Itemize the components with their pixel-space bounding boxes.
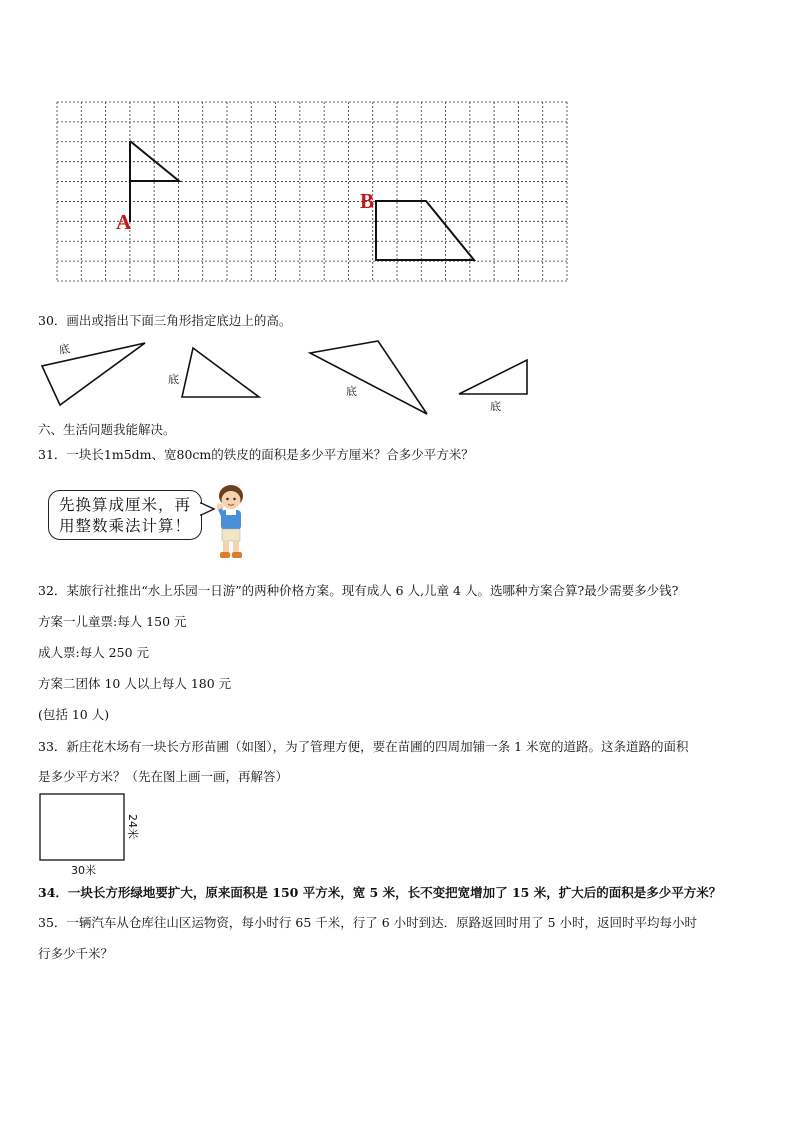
grid-figure — [0, 0, 794, 300]
nursery-rectangle-figure — [0, 790, 794, 880]
trapezoid-shape — [376, 201, 474, 260]
question-31: 31．一块长1m5dm、宽80cm的铁皮的面积是多少平方厘米？合多少平方米？ — [38, 447, 474, 462]
triangle-3-base-label: 底 — [346, 385, 357, 398]
hint-bubble — [48, 490, 202, 540]
triangle-4-base-label: 底 — [490, 400, 501, 413]
dotted-grid — [57, 102, 567, 281]
question-34: 34．一块长方形绿地要扩大，原来面积是 150 平方米，宽 5 米，长不变把宽增加了 15 米，扩大后的面积是多少平方米？ — [38, 885, 722, 900]
triangles-figure — [0, 335, 794, 420]
boy-illustration — [208, 483, 252, 565]
question-35-line-2: 行多少千米？ — [38, 946, 114, 961]
label-a: A — [116, 210, 132, 234]
triangle-2-base-label: 底 — [168, 373, 179, 386]
question-32: 32．某旅行社推出“水上乐园一日游”的两种价格方案。现有成人 6 人,儿童 4 人。选哪种方案合算?最少需要多少钱? — [38, 583, 679, 598]
triangle-4 — [459, 360, 527, 394]
triangle-3 — [310, 341, 427, 414]
question-33-line-1: 33．新庄花木场有一块长方形苗圃（如图），为了管理方便，要在苗圃的四周加铺一条 1 米宽的道路。这条道路的面积 — [38, 739, 689, 754]
plan-1-child-price: 方案一儿童票:每人 150 元 — [38, 614, 187, 629]
flag-shape — [130, 141, 179, 222]
height-label: 24米 — [126, 814, 139, 839]
nursery-rectangle — [40, 794, 124, 860]
triangle-1-base-label: 底 — [58, 342, 71, 357]
triangle-2 — [182, 348, 259, 397]
question-30: 30．画出或指出下面三角形指定底边上的高。 — [38, 313, 292, 328]
question-33-line-2: 是多少平方米？（先在图上画一画，再解答） — [38, 769, 289, 784]
hint-line-1: 先换算成厘米，再 — [59, 496, 192, 514]
hint-line-2: 用整数乘法计算！ — [59, 517, 192, 535]
width-label: 30米 — [71, 864, 96, 877]
question-35-line-1: 35．一辆汽车从仓库往山区运物资，每小时行 65 千米，行了 6 小时到达．原路返回时用了 5 小时，返回时平均每小时 — [38, 915, 698, 930]
plan-2-group-price: 方案二团体 10 人以上每人 180 元 — [38, 676, 232, 691]
triangle-1 — [42, 343, 145, 405]
label-b: B — [360, 189, 375, 213]
plan-2-note: (包括 10 人) — [38, 707, 110, 722]
adult-price: 成人票:每人 250 元 — [38, 645, 150, 660]
section-6-title: 六、生活问题我能解决。 — [38, 422, 176, 437]
